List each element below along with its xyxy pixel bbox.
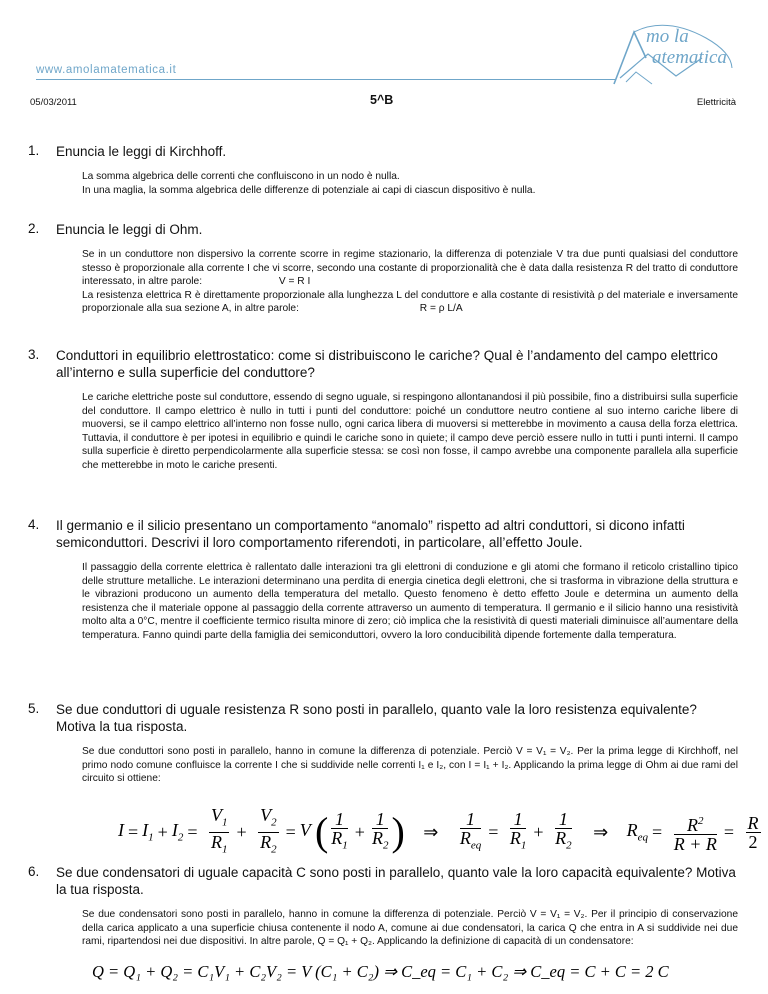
subject-label: Elettricità bbox=[696, 97, 736, 108]
question-number: 2. bbox=[28, 221, 40, 236]
question-title: Enuncia le leggi di Kirchhoff. bbox=[56, 144, 227, 159]
question-1 bbox=[28, 143, 738, 197]
question-5 bbox=[28, 701, 738, 786]
class-label: 5^B bbox=[370, 93, 394, 107]
question-3 bbox=[28, 347, 738, 473]
document-date: 05/03/2011 bbox=[30, 97, 77, 108]
parallel-capacitance-formula: Q = Q₁ + Q₂ = C₁V₁ + C₂V₂ = V (C₁ + C₂) ⇒ C_eq = C₁ + C₂ ⇒ C_eq = C + C = 2 C bbox=[92, 962, 669, 981]
question-title: Se due condensatori di uguale capacità C sono posti in parallelo, quanto vale la loro capacità equivalente? Motiva la tua risposta. bbox=[56, 865, 736, 897]
answer-line: In una maglia, la somma algebrica delle differenze di potenziale ai capi di ciascun dispositivo è nulla. bbox=[82, 184, 536, 196]
question-answer bbox=[82, 391, 738, 473]
question-number: 5. bbox=[28, 701, 40, 716]
question-6 bbox=[28, 864, 738, 949]
question-number: 3. bbox=[28, 347, 40, 362]
parallel-resistance-formula: $I = I_1 + I_2$ = $\frac{V_1}{R_1}$ + $\frac{V_2}{R_2}$ = V ( $\frac{1}{R_1}$ + $\frac{1}{R_2}$ ) ⇒ $\frac{1}{R_{eq}}$ = $\frac{1}{R_1}$ + $\frac{1}{R_2}$ ⇒ $R_{eq}$ = $\frac{R^2}{R + R}$ = $\frac{R}{2}$ bbox=[118, 805, 759, 856]
question-title: Il germanio e il silicio presentano un comportamento “anomalo” rispetto ad altri conduttori, si dicono infatti semiconduttori. Descrivi il loro comportamento riferendoti, in particolare, all’effetto Joule. bbox=[56, 518, 685, 550]
logo-text-line1: mo la bbox=[646, 26, 689, 47]
question-answer bbox=[82, 248, 738, 316]
answer-text: La resistenza elettrica R è direttamente proporzionale alla lunghezza L del conduttore e alla costante di resistività ρ del materiale e inversamente proporzionale alla sua sezione A, in altre parole: bbox=[82, 289, 738, 315]
question-number: 1. bbox=[28, 143, 40, 158]
question-answer bbox=[82, 561, 738, 643]
header-divider bbox=[36, 79, 616, 80]
answer-text: Le cariche elettriche poste sul conduttore, essendo di segno uguale, si respingono allontanandosi il più possibile, fino a distribuirsi sulla superficie del conduttore. Il campo elettrico è nullo in tutti i punti del conduttore: poiché un conduttore neutro contiene al suo interno cariche libere di muoversi, se il campo elettrico all’interno non fosse nullo, ogni carica libera di muoversi si metterebbe in movimento a causa della forza elettrica. Tuttavia, il conduttore è per ipotesi in equilibrio e quindi le cariche sono in quiete; il campo deve perciò essere nullo in tutti i punti interni. Il campo sulla superficie è diretto perpendicolarmente alla superficie stessa: se così non fosse, il campo avrebbe una componente parallela alla superficie che metterebbe in moto le cariche presenti. bbox=[82, 392, 738, 471]
site-url[interactable]: www.amolamatematica.it bbox=[36, 64, 177, 76]
answer-text: Se due conduttori sono posti in parallelo, hanno in comune la differenza di potenziale. Perciò V = V₁ = V₂. Per la prima legge di Kirchhoff, nel primo nodo comune confluisce la corrente I che si suddivide nelle correnti I₁ e I₂, con I = I₁ + I₂. Applicando la prima legge di Ohm ai due rami del circuito si ottiene: bbox=[82, 746, 738, 785]
question-2 bbox=[28, 221, 738, 316]
answer-text: Se due condensatori sono posti in parallelo, hanno in comune la differenza di potenziale. Perciò V = V₁ = V₂. Per il principio di conservazione della carica applicato a una superficie chiusa contenente il nodo A, comune ai due condensatori, la carica Q che entra in A si suddivide nei due rami, ripartendosi nei due dispositivi. In altre parole, Q = Q₁ + Q₂. Applicando la definizione di capacità di un condensatore: bbox=[82, 909, 738, 948]
question-title: Enuncia le leggi di Ohm. bbox=[56, 222, 203, 237]
answer-text: Se in un conduttore non dispersivo la corrente scorre in regime stazionario, la differenza di potenziale V tra due punti qualsiasi del conduttore stesso è proporzionale alla corrente I che vi scorre, secondo una costante di proporzionalità che è data dalla resistenza R del tratto di conduttore interessato, in altre parole: bbox=[82, 249, 738, 288]
question-answer bbox=[82, 745, 738, 786]
answer-line: La somma algebrica delle correnti che confluiscono in un nodo è nulla. bbox=[82, 171, 400, 182]
ohm-first-law-formula: V = R I bbox=[278, 276, 311, 288]
question-answer bbox=[82, 908, 738, 949]
question-number: 4. bbox=[28, 517, 40, 532]
question-answer bbox=[82, 170, 738, 197]
question-number: 6. bbox=[28, 864, 40, 879]
question-4 bbox=[28, 517, 738, 643]
question-title: Se due conduttori di uguale resistenza R sono posti in parallelo, quanto vale la loro resistenza equivalente? Motiva la tua risposta. bbox=[56, 702, 697, 734]
ohm-second-law-formula: R = ρ L/A bbox=[419, 303, 463, 315]
answer-text: Il passaggio della corrente elettrica è rallentato dalle interazioni tra gli elettroni di conduzione e gli atomi che formano il reticolo cristallino tipico delle strutture metalliche. Le interazioni determinano una perdita di energia cinetica degli elettroni, che si trasforma in vibrazione della struttura e le vibrazioni producono un aumento della temperatura del metallo. Questo fenomeno è detto effetto Joule e determina un aumento della resistenza che il materiale oppone al passaggio della corrente attraverso un aumento di temperatura. Il germanio e il silicio hanno una resistività molto alta a 0°C, mentre il coefficiente termico risulta minore di zero; ciò implica che la resistività di questi materiali diminuisce all’aumentare della temperatura. Fanno quindi parte della famiglia dei semiconduttori, ovvero la loro conducibilità dipende fortemente dalla temperatura. bbox=[82, 562, 738, 641]
site-logo bbox=[606, 18, 736, 90]
question-title: Conduttori in equilibrio elettrostatico: come si distribuiscono le cariche? Qual è l’andamento del campo elettrico all’interno e sulla superficie del conduttore? bbox=[56, 348, 718, 380]
logo-text-line2: atematica bbox=[652, 47, 727, 68]
